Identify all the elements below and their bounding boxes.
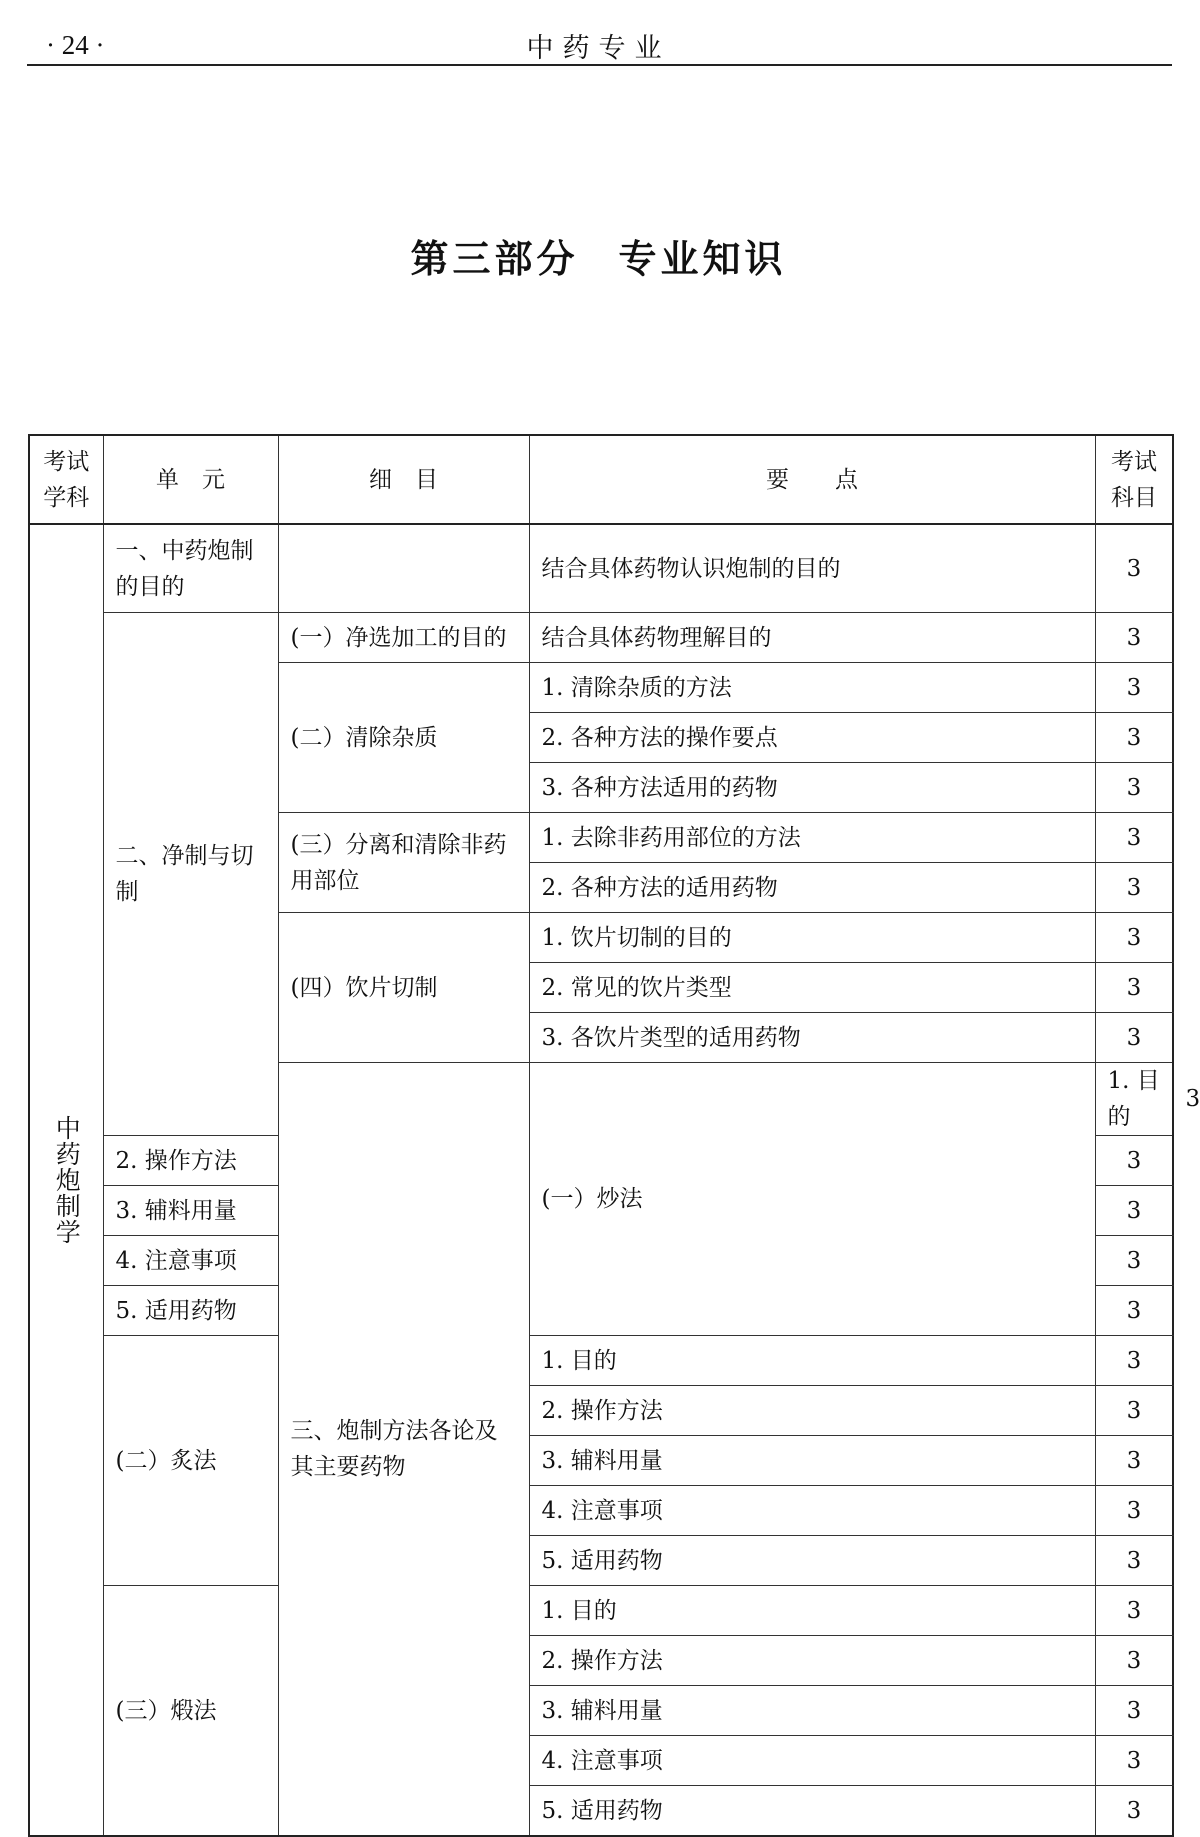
header-unit: 单 元 — [103, 435, 278, 524]
score-cell: 3 — [1095, 763, 1173, 813]
score-cell: 3 — [1095, 863, 1173, 913]
detail-cell: (三）煅法 — [103, 1586, 278, 1837]
point-cell: 3. 各饮片类型的适用药物 — [529, 1013, 1095, 1063]
point-cell: 结合具体药物认识炮制的目的 — [529, 524, 1095, 613]
part-name: 专业知识 — [618, 237, 787, 281]
table-row: 三、炮制方法各论及其主要药物 (一）炒法 1. 目的 3 — [29, 1063, 1173, 1136]
detail-cell: (一）炒法 — [529, 1063, 1095, 1336]
point-cell: 4. 注意事项 — [103, 1236, 278, 1286]
point-cell: 3. 辅料用量 — [529, 1686, 1095, 1736]
table-row — [29, 1586, 1173, 1636]
detail-cell: (二）炙法 — [103, 1336, 278, 1586]
point-cell: 1. 去除非药用部位的方法 — [529, 813, 1095, 863]
score-cell: 3 — [1095, 1136, 1173, 1186]
part-label: 第三部分 — [410, 237, 579, 281]
point-cell: 3. 辅料用量 — [103, 1186, 278, 1236]
point-cell: 4. 注意事项 — [529, 1486, 1095, 1536]
unit-cell: 一、中药炮制的目的 — [103, 524, 278, 613]
detail-cell: (一）净选加工的目的 — [278, 613, 529, 663]
score-cell: 3 — [1095, 1586, 1173, 1636]
score-cell: 3 — [1095, 1336, 1173, 1386]
score-cell: 3 — [1095, 1286, 1173, 1336]
table-row — [29, 524, 1173, 613]
score-cell: 3 — [1095, 1786, 1173, 1837]
score-cell: 3 — [1095, 1386, 1173, 1436]
score-cell: 3 — [1095, 713, 1173, 763]
part-title — [0, 228, 1197, 283]
point-cell: 1. 目的 — [529, 1586, 1095, 1636]
point-cell: 1. 目的 — [1095, 1063, 1173, 1136]
point-cell: 2. 常见的饮片类型 — [529, 963, 1095, 1013]
header-rule — [27, 64, 1172, 66]
detail-cell: (二）清除杂质 — [278, 663, 529, 813]
score-cell: 3 — [1095, 963, 1173, 1013]
point-cell: 结合具体药物理解目的 — [529, 613, 1095, 663]
score-cell: 3 — [1095, 1486, 1173, 1536]
subject-name: 中药炮制学 — [52, 1115, 82, 1245]
syllabus-table — [28, 434, 1200, 1837]
score-cell: 3 — [1095, 1686, 1173, 1736]
table-header-row — [29, 435, 1173, 524]
point-cell: 2. 各种方法的适用药物 — [529, 863, 1095, 913]
point-cell: 4. 注意事项 — [529, 1736, 1095, 1786]
score-cell: 3 — [1095, 1636, 1173, 1686]
score-cell: 3 — [1095, 1436, 1173, 1486]
unit-cell: 二、净制与切制 — [103, 613, 278, 1136]
detail-cell: (四）饮片切制 — [278, 913, 529, 1063]
header-detail: 细 目 — [278, 435, 529, 524]
point-cell: 3. 辅料用量 — [529, 1436, 1095, 1486]
score-cell: 3 — [1095, 913, 1173, 963]
score-cell: 3 — [1095, 663, 1173, 713]
score-cell: 3 — [1095, 1536, 1173, 1586]
subject-cell — [29, 524, 103, 1836]
point-cell: 1. 清除杂质的方法 — [529, 663, 1095, 713]
header-score: 考试科目 — [1095, 435, 1173, 524]
unit-cell: 三、炮制方法各论及其主要药物 — [278, 1063, 529, 1837]
header-points: 要 点 — [529, 435, 1095, 524]
point-cell: 5. 适用药物 — [529, 1786, 1095, 1837]
point-cell: 2. 操作方法 — [103, 1136, 278, 1186]
point-cell: 3. 各种方法适用的药物 — [529, 763, 1095, 813]
detail-cell-empty — [278, 524, 529, 613]
point-cell: 5. 适用药物 — [103, 1286, 278, 1336]
point-cell: 2. 操作方法 — [529, 1636, 1095, 1686]
point-cell: 1. 目的 — [529, 1336, 1095, 1386]
page-number: · 24 · — [46, 30, 105, 60]
point-cell: 2. 操作方法 — [529, 1386, 1095, 1436]
score-cell: 3 — [1095, 1186, 1173, 1236]
score-cell: 3 — [1095, 1736, 1173, 1786]
score-cell: 3 — [1095, 613, 1173, 663]
point-cell: 2. 各种方法的操作要点 — [529, 713, 1095, 763]
detail-cell: (三）分离和清除非药用部位 — [278, 813, 529, 913]
table-row — [29, 613, 1173, 663]
point-cell: 1. 饮片切制的目的 — [529, 913, 1095, 963]
score-cell: 3 — [1095, 1236, 1173, 1286]
score-cell: 3 — [1095, 524, 1173, 613]
header-subject: 考试学科 — [29, 435, 103, 524]
running-title: 中药专业 — [526, 33, 671, 64]
score-cell: 3 — [1095, 1013, 1173, 1063]
point-cell: 5. 适用药物 — [529, 1536, 1095, 1586]
score-cell: 3 — [1095, 813, 1173, 863]
table-row — [29, 1336, 1173, 1386]
